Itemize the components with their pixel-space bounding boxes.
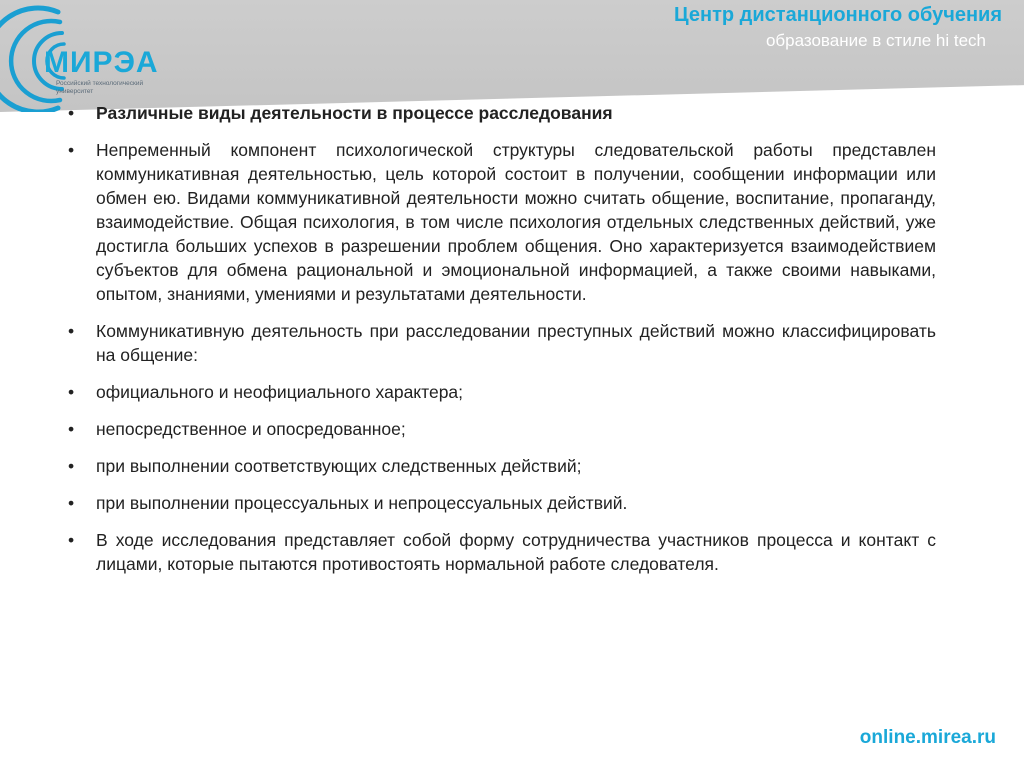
list-item	[68, 528, 936, 576]
bullet-icon: •	[68, 456, 75, 476]
bullet-text: при выполнении соответствующих следственных действий;	[96, 456, 582, 476]
bullet-text: В ходе исследования представляет собой форму сотрудничества участников процесса и контакт с лицами, которые пытаются противостоять нормальной работе следователя.	[96, 530, 936, 574]
bullet-icon: •	[68, 382, 75, 402]
bullet-icon: •	[68, 493, 75, 513]
bullet-text: официального и неофициального характера;	[96, 382, 464, 402]
bullet-icon: •	[68, 321, 75, 341]
list-item	[68, 138, 936, 306]
header-title: Центр дистанционного обучения	[674, 4, 1002, 26]
list-item	[68, 319, 936, 367]
list-item	[68, 380, 936, 404]
bullet-text: Непременный компонент психологической структуры следовательской работы представлен коммуникативная деятельностью, цель которой состоит в получении, сообщении информации или обмен ею. Видами коммуникативной деятельности можно считать общение, воспитание, пропаганду, взаимодействие. Общая психология, в том числе психология отдельных следственных действий, уже достигла больших успехов в разрешении проблем общения. Оно характеризуется взаимодействием субъектов для обмена рациональной и эмоциональной информацией, а также своими навыками, опытом, знаниями, умениями и результатами деятельности.	[96, 140, 936, 304]
logo-subtitle: Российский технологический университет	[56, 80, 144, 95]
list-item	[68, 454, 936, 478]
bullet-icon: •	[68, 140, 75, 160]
header-subtitle: образование в стиле hi tech	[765, 31, 986, 50]
list-item	[68, 101, 936, 125]
bullet-list	[68, 101, 936, 576]
bullet-text: при выполнении процессуальных и непроцессуальных действий.	[96, 493, 628, 513]
bullet-icon: •	[68, 103, 75, 123]
list-item	[68, 491, 936, 515]
logo-name: МИРЭА	[44, 46, 159, 79]
list-item	[68, 417, 936, 441]
slide-content	[68, 101, 936, 589]
bullet-text: Различные виды деятельности в процессе расследования	[96, 103, 613, 123]
footer-url-link[interactable]: online.mirea.ru	[859, 727, 996, 748]
bullet-icon: •	[68, 530, 75, 550]
bullet-icon: •	[68, 419, 75, 439]
bullet-text: непосредственное и опосредованное;	[96, 419, 406, 439]
bullet-text: Коммуникативную деятельность при расследовании преступных действий можно классифицировать на общение:	[96, 321, 936, 365]
logo	[0, 0, 180, 112]
